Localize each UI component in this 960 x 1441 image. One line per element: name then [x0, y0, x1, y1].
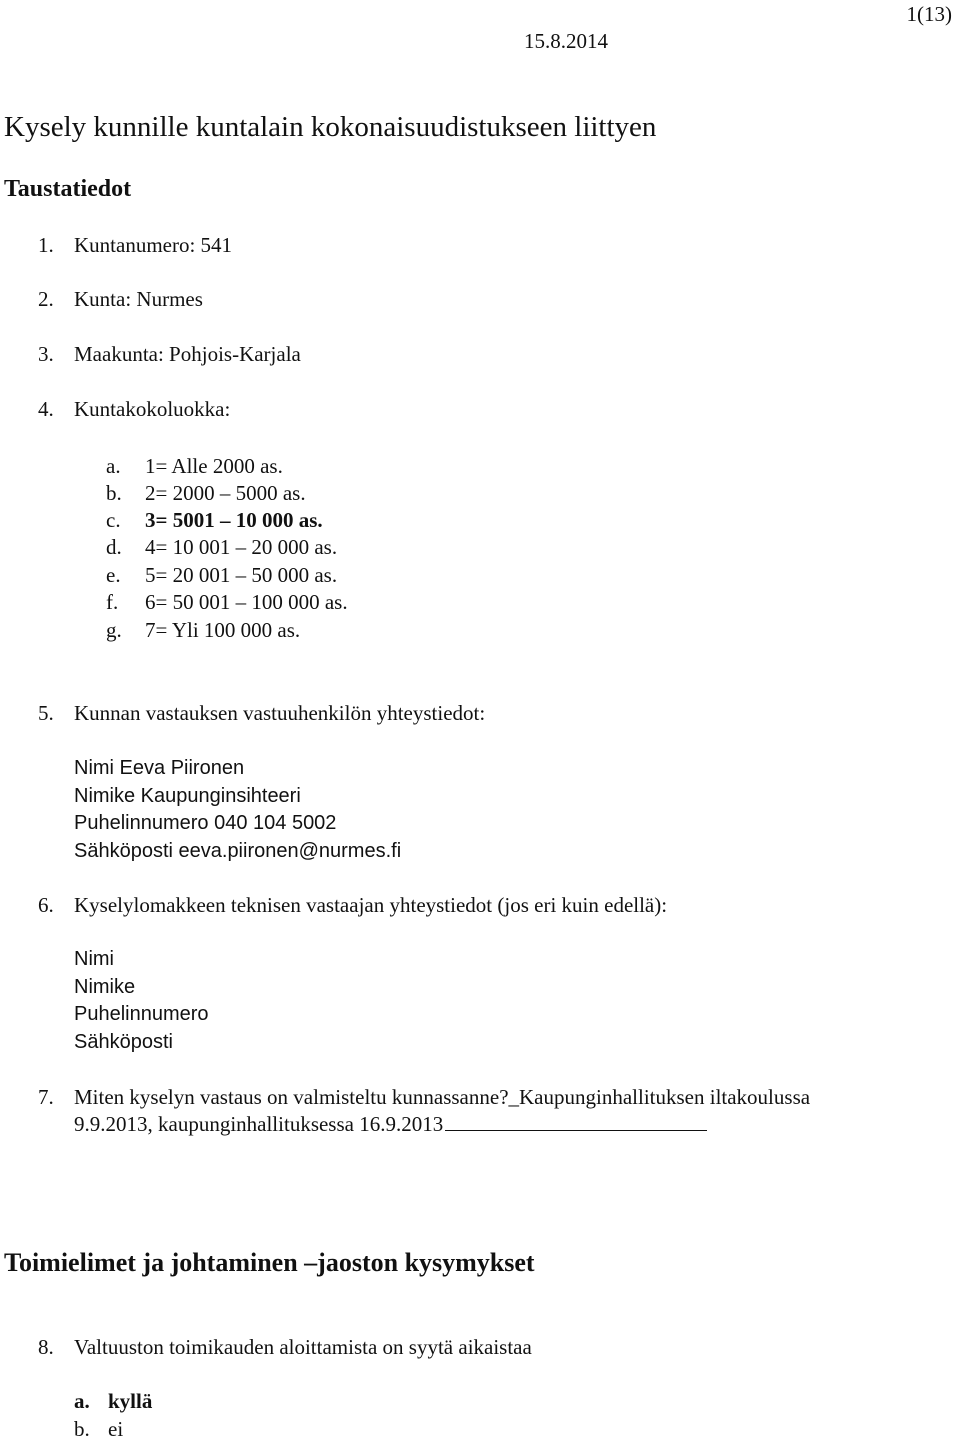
- tech-contact-email: Sähköposti: [74, 1031, 173, 1053]
- question-number: 8.: [38, 1335, 54, 1359]
- answer-blank-line: [445, 1116, 707, 1131]
- section-heading-background: Taustatiedot: [4, 176, 132, 202]
- contact-role: Nimike Kaupunginsihteeri: [74, 785, 301, 807]
- question-text: Valtuuston toimikauden aloittamista on syytä aikaistaa: [74, 1335, 532, 1359]
- tech-contact-phone: Puhelinnumero: [74, 1003, 209, 1025]
- option-text: 7= Yli 100 000 as.: [145, 618, 301, 642]
- option-text: 1= Alle 2000 as.: [145, 454, 283, 478]
- question-number: 2.: [38, 287, 54, 311]
- question-number: 1.: [38, 233, 54, 257]
- question-text: Kuntakokoluokka:: [74, 397, 231, 421]
- question-text: Kyselylomakkeen teknisen vastaajan yhteystiedot (jos eri kuin edellä):: [74, 893, 668, 917]
- contact-name: Nimi Eeva Piironen: [74, 757, 245, 779]
- option-letter: a.: [74, 1389, 90, 1413]
- tech-contact-role: Nimike: [74, 976, 136, 998]
- contact-email: Sähköposti eeva.piironen@nurmes.fi: [74, 840, 402, 862]
- document-title: Kysely kunnille kuntalain kokonaisuudistukseen liittyen: [4, 111, 657, 143]
- option-letter: b.: [106, 481, 122, 505]
- option-text-selected: kyllä: [108, 1389, 153, 1413]
- option-letter: f.: [106, 590, 119, 614]
- question-number: 7.: [38, 1085, 54, 1109]
- question-7-line2: [74, 1114, 707, 1135]
- question-text: Maakunta: Pohjois-Karjala: [74, 342, 301, 366]
- option-letter: b.: [74, 1417, 90, 1441]
- option-letter: g.: [106, 618, 122, 642]
- question-number: 3.: [38, 342, 54, 366]
- option-text: 5= 20 001 – 50 000 as.: [145, 563, 338, 587]
- question-text-line2: 9.9.2013, kaupunginhallituksessa 16.9.2013: [74, 1112, 444, 1136]
- option-letter: c.: [106, 508, 121, 532]
- document-date: 15.8.2014: [524, 29, 608, 53]
- tech-contact-name: Nimi: [74, 948, 114, 970]
- option-letter: e.: [106, 563, 121, 587]
- option-text: ei: [108, 1417, 124, 1441]
- question-number: 4.: [38, 397, 54, 421]
- question-number: 5.: [38, 701, 54, 725]
- contact-phone: Puhelinnumero 040 104 5002: [74, 812, 337, 834]
- question-text-line1: Miten kyselyn vastaus on valmisteltu kunnassanne?_Kaupunginhallituksen iltakoulussa: [74, 1085, 811, 1109]
- question-text: Kunta: Nurmes: [74, 287, 203, 311]
- option-text: 4= 10 001 – 20 000 as.: [145, 535, 338, 559]
- option-text: 6= 50 001 – 100 000 as.: [145, 590, 348, 614]
- section-heading-governance: Toimielimet ja johtaminen –jaoston kysymykset: [4, 1248, 535, 1277]
- option-text: 2= 2000 – 5000 as.: [145, 481, 306, 505]
- question-text: Kunnan vastauksen vastuuhenkilön yhteystiedot:: [74, 701, 486, 725]
- option-text-selected: 3= 5001 – 10 000 as.: [145, 508, 323, 532]
- question-number: 6.: [38, 893, 54, 917]
- option-letter: d.: [106, 535, 122, 559]
- page-number: 1(13): [906, 2, 952, 26]
- option-letter: a.: [106, 454, 121, 478]
- question-text: Kuntanumero: 541: [74, 233, 233, 257]
